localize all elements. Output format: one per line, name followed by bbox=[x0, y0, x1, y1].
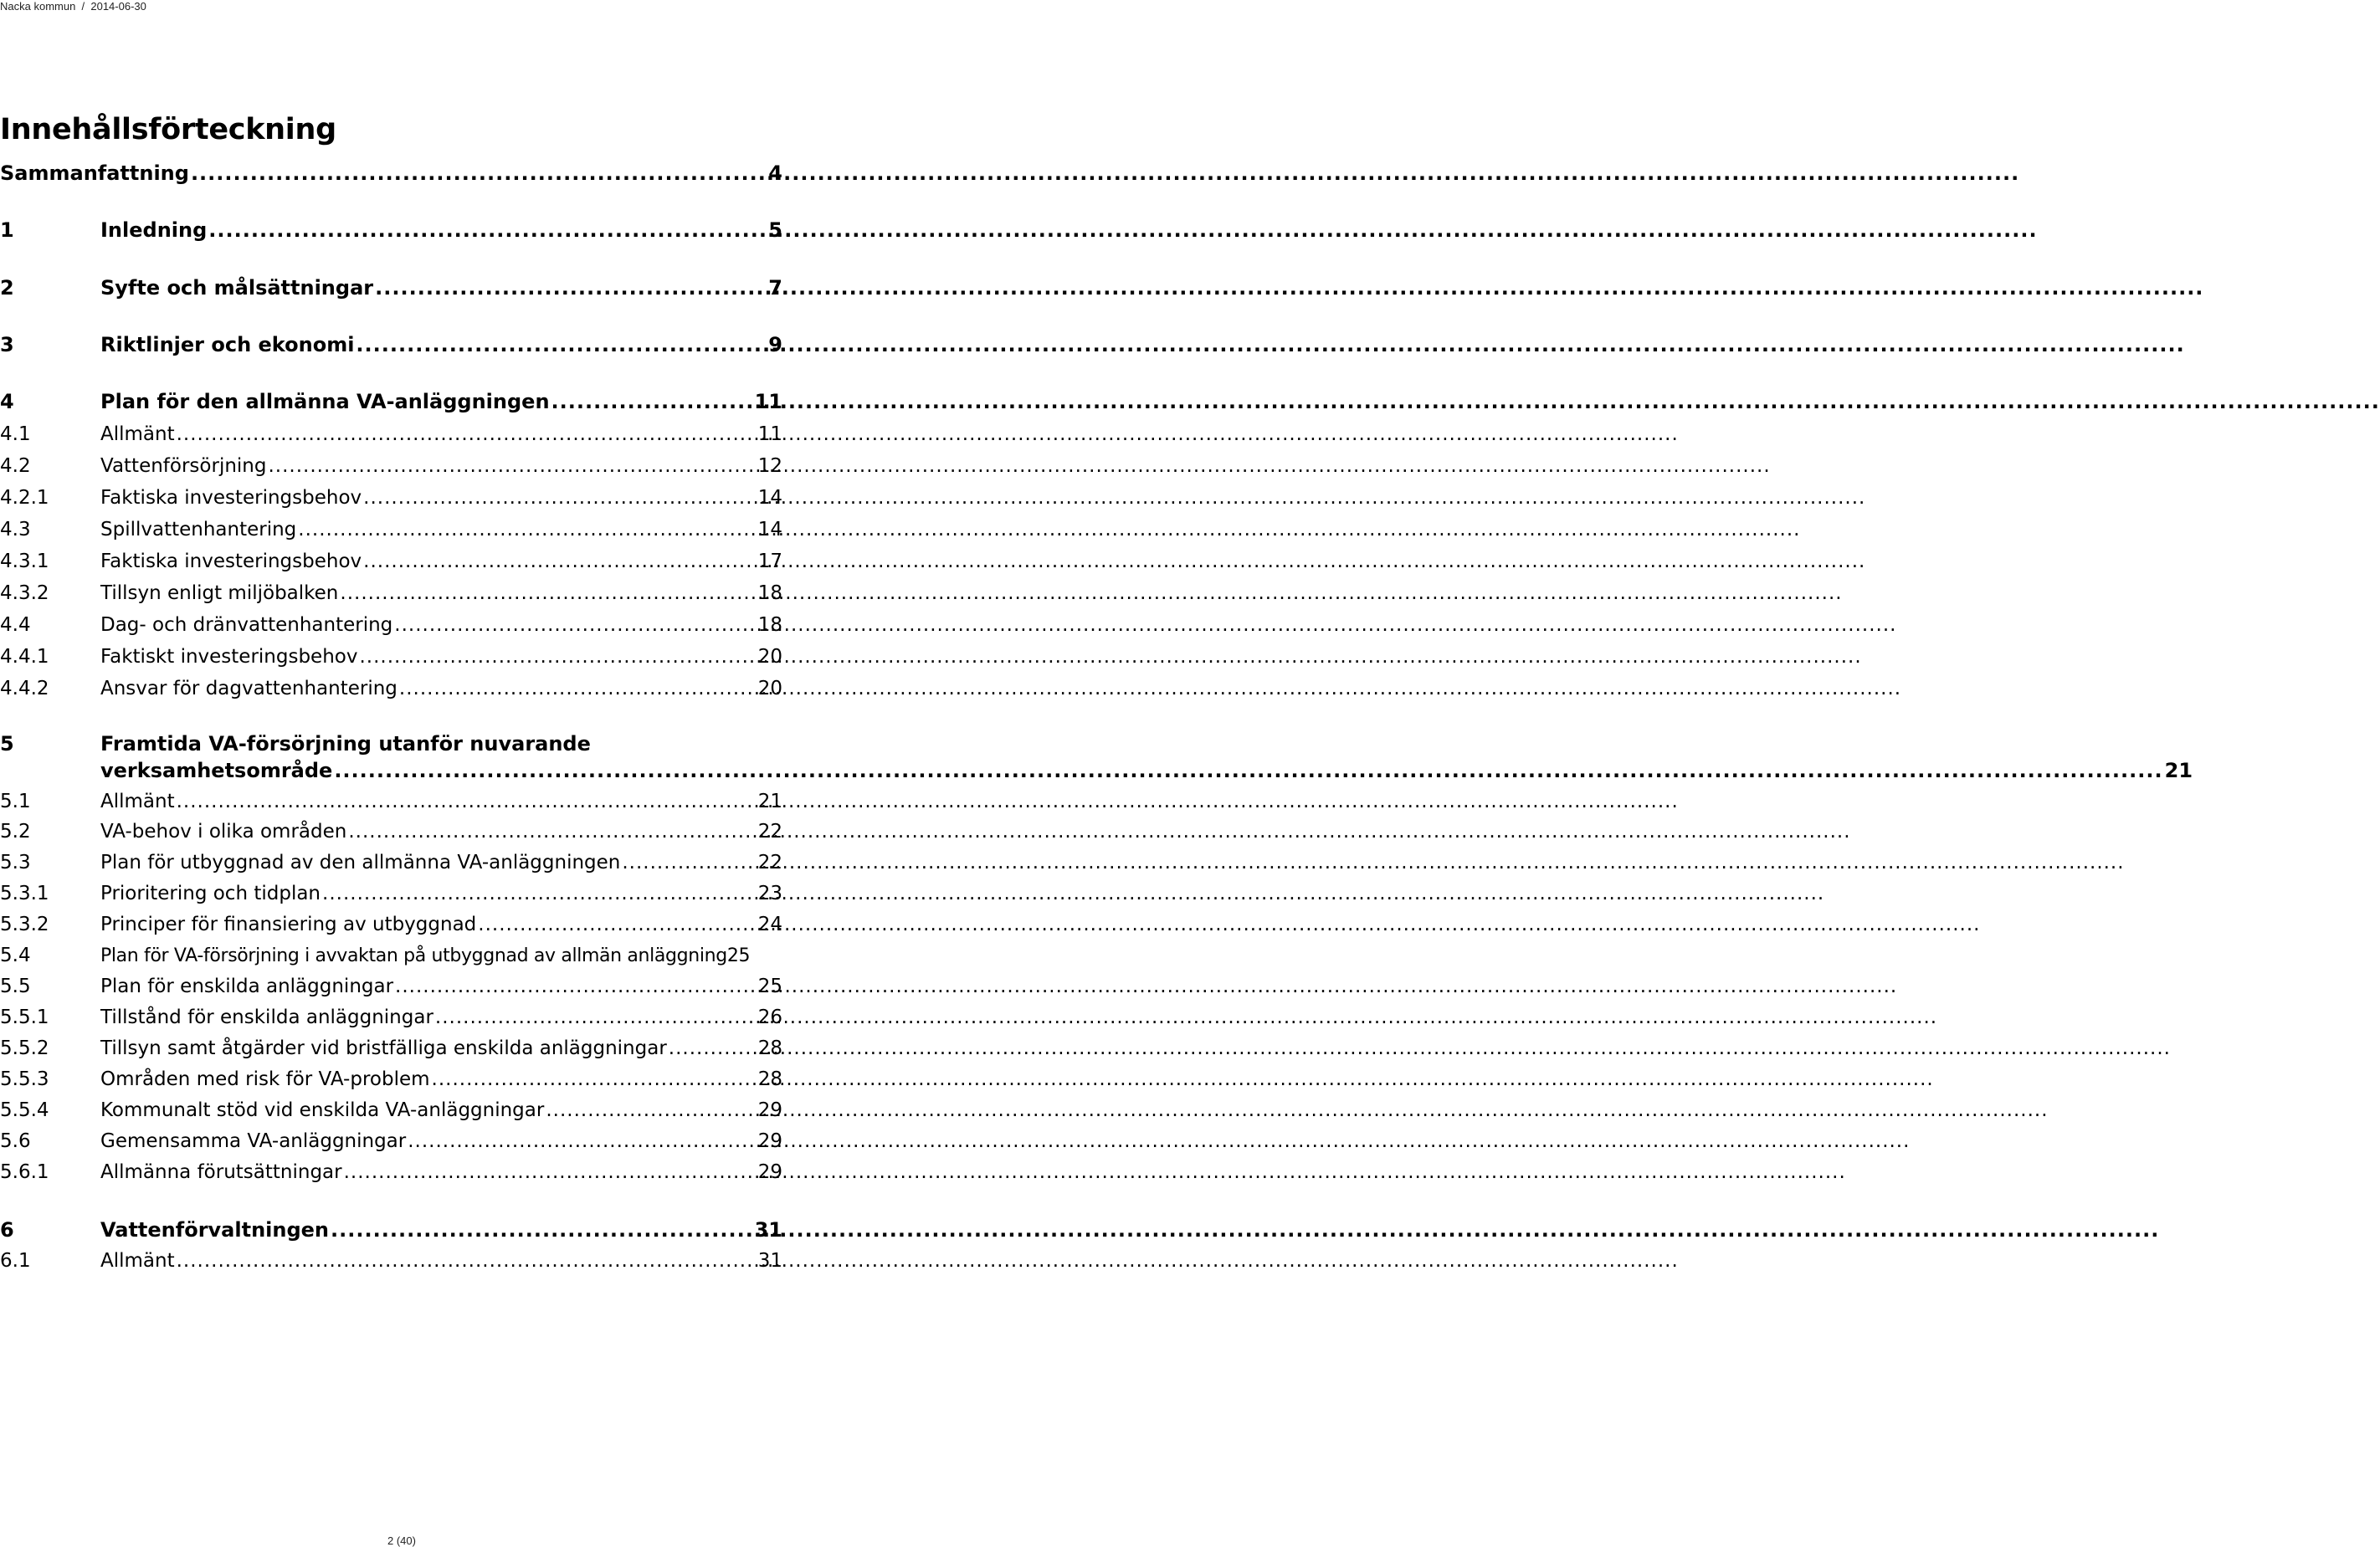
toc-entry-label: Syfte och målsättningar bbox=[100, 276, 374, 300]
toc-entry-4-2-1[interactable] bbox=[0, 487, 782, 520]
toc-entry-number: 4 bbox=[0, 390, 14, 413]
toc-entry-5-1[interactable] bbox=[0, 791, 782, 824]
toc-entry-page: 31 bbox=[757, 1250, 782, 1272]
toc-entry-page: 20 bbox=[757, 678, 782, 699]
toc-entry-5-3-2[interactable] bbox=[0, 914, 782, 947]
toc-entry-page: 22 bbox=[757, 821, 782, 843]
toc-entry-label: Dag- och dränvattenhantering bbox=[100, 614, 393, 636]
toc-entry-number: 5.5.2 bbox=[0, 1037, 49, 1059]
toc-entry-page: 22 bbox=[757, 852, 782, 873]
page-title: Innehållsförteckning bbox=[0, 113, 336, 146]
toc-entry-number: 4.2.1 bbox=[0, 487, 49, 509]
toc-entry-4[interactable] bbox=[0, 390, 782, 423]
toc-entry-label: Gemensamma VA-anläggningar bbox=[100, 1130, 407, 1152]
toc-entry-label: Plan för utbyggnad av den allmänna VA-anläggningen bbox=[100, 852, 621, 873]
toc-leader-dots bbox=[356, 333, 767, 356]
toc-entry-number: 4.4 bbox=[0, 614, 31, 636]
toc-entry-number: 4.4.2 bbox=[0, 678, 49, 699]
toc-entry-page: 11 bbox=[757, 423, 782, 445]
toc-leader-dots bbox=[344, 1161, 757, 1183]
toc-entry-label-line1: Framtida VA-försörjning utanför nuvarande bbox=[100, 732, 591, 756]
toc-entry-sammanfattning[interactable] bbox=[0, 161, 782, 195]
toc-entry-number: 5.5.3 bbox=[0, 1068, 49, 1090]
toc-leader-dots bbox=[334, 759, 2162, 782]
toc-entry-number: 4.3.2 bbox=[0, 582, 49, 604]
toc-entry-number: 6 bbox=[0, 1218, 14, 1242]
toc-entry-5-5-4[interactable] bbox=[0, 1099, 782, 1133]
toc-entry-number: 5.6 bbox=[0, 1130, 31, 1152]
toc-entry-page: 24 bbox=[757, 914, 782, 935]
toc-entry-5-3[interactable] bbox=[0, 852, 782, 885]
toc-leader-dots bbox=[375, 276, 767, 300]
toc-entry-label: Allmänt bbox=[100, 791, 175, 812]
toc-entry-page: 12 bbox=[757, 455, 782, 477]
toc-entry-number: 4.3.1 bbox=[0, 551, 49, 572]
toc-entry-label: VA-behov i olika områden bbox=[100, 821, 347, 843]
toc-entry-page: 18 bbox=[757, 614, 782, 636]
toc-entry-number: 4.2 bbox=[0, 455, 31, 477]
toc-entry-2[interactable] bbox=[0, 276, 782, 310]
toc-entry-number: 5.5 bbox=[0, 976, 31, 997]
toc-leader-dots bbox=[432, 1068, 757, 1090]
toc-entry-label: Principer för finansiering av utbyggnad bbox=[100, 914, 477, 935]
toc-entry-number: 4.4.1 bbox=[0, 646, 49, 668]
toc-entry-page: 29 bbox=[757, 1161, 782, 1183]
toc-entry-label: Sammanfattning bbox=[0, 161, 189, 185]
toc-leader-dots bbox=[298, 519, 756, 540]
toc-entry-5-6-1[interactable] bbox=[0, 1161, 782, 1195]
toc-entry-number: 3 bbox=[0, 333, 14, 356]
toc-entry-5-5-1[interactable] bbox=[0, 1007, 782, 1040]
toc-entry-5-3-1[interactable] bbox=[0, 883, 782, 916]
toc-entry-4-4-1[interactable] bbox=[0, 646, 782, 679]
toc-entry-4-1[interactable] bbox=[0, 423, 782, 457]
toc-entry-label-line2: verksamhetsområde bbox=[100, 759, 333, 782]
toc-entry-number: 5.4 bbox=[0, 945, 31, 966]
toc-entry-number: 5 bbox=[0, 732, 14, 756]
toc-entry-number: 5.6.1 bbox=[0, 1161, 49, 1183]
toc-leader-dots bbox=[399, 678, 757, 699]
toc-entry-6-1[interactable] bbox=[0, 1250, 782, 1283]
toc-leader-dots bbox=[546, 1099, 756, 1121]
toc-entry-page: 28 bbox=[757, 1068, 782, 1090]
page-number-footer: 2 (40) bbox=[387, 1534, 416, 1547]
toc-entry-number: 5.1 bbox=[0, 791, 31, 812]
toc-leader-dots bbox=[478, 914, 756, 935]
toc-entry-page: 17 bbox=[757, 551, 782, 572]
toc-entry-page: 14 bbox=[757, 487, 782, 509]
toc-entry-number: 5.3.2 bbox=[0, 914, 49, 935]
toc-entry-page: 11 bbox=[754, 390, 782, 413]
toc-entry-page: 29 bbox=[757, 1130, 782, 1152]
toc-entry-label: Ansvar för dagvattenhantering bbox=[100, 678, 398, 699]
toc-entry-label: Allmänt bbox=[100, 423, 175, 445]
toc-entry-number: 5.3.1 bbox=[0, 883, 49, 904]
toc-entry-6[interactable] bbox=[0, 1218, 782, 1252]
toc-entry-label: Vattenförvaltningen bbox=[100, 1218, 330, 1242]
toc-entry-number: 1 bbox=[0, 218, 14, 242]
toc-entry-3[interactable] bbox=[0, 333, 782, 366]
toc-entry-label: Kommunalt stöd vid enskilda VA-anläggningar bbox=[100, 1099, 545, 1121]
toc-entry-label: Faktiska investeringsbehov bbox=[100, 487, 362, 509]
toc-entry-4-3-2[interactable] bbox=[0, 582, 782, 616]
toc-leader-dots bbox=[268, 455, 756, 477]
toc-leader-dots bbox=[669, 1037, 757, 1059]
toc-entry-page: 7 bbox=[768, 276, 782, 300]
toc-entry-page: 18 bbox=[757, 582, 782, 604]
toc-entry-number: 5.5.1 bbox=[0, 1007, 49, 1028]
toc-entry-5-5-3[interactable] bbox=[0, 1068, 782, 1102]
toc-entry-label: Plan för enskilda anläggningar bbox=[100, 976, 394, 997]
toc-leader-dots bbox=[363, 551, 757, 572]
toc-leader-dots bbox=[177, 1250, 757, 1272]
toc-entry-4-3-1[interactable] bbox=[0, 551, 782, 584]
toc-entry-page: 23 bbox=[757, 883, 782, 904]
toc-entry-page: 29 bbox=[757, 1099, 782, 1121]
toc-entry-5-2[interactable] bbox=[0, 821, 782, 854]
toc-entry-number: 4.1 bbox=[0, 423, 31, 445]
toc-entry-page: 21 bbox=[757, 791, 782, 812]
toc-entry-page: 25 bbox=[757, 976, 782, 997]
toc-leader-dots bbox=[340, 582, 756, 604]
toc-leader-dots bbox=[191, 161, 767, 185]
toc-entry-label: Tillsyn samt åtgärder vid bristfälliga enskilda anläggningar bbox=[100, 1037, 667, 1059]
toc-entry-label: Plan för VA-försörjning i avvaktan på utbyggnad av allmän anläggning bbox=[100, 945, 727, 966]
toc-leader-dots bbox=[348, 821, 756, 843]
toc-leader-dots bbox=[622, 852, 756, 873]
toc-entry-label: Faktiska investeringsbehov bbox=[100, 551, 362, 572]
toc-entry-page: 26 bbox=[757, 1007, 782, 1028]
toc-entry-page: 5 bbox=[768, 218, 782, 242]
toc-entry-number: 5.2 bbox=[0, 821, 31, 843]
toc-leader-dots bbox=[177, 423, 757, 445]
toc-entry-1[interactable] bbox=[0, 218, 782, 252]
toc-entry-label: Riktlinjer och ekonomi bbox=[100, 333, 355, 356]
toc-entry-page: 4 bbox=[768, 161, 782, 185]
toc-entry-page: 21 bbox=[2164, 759, 2193, 782]
toc-entry-5[interactable] bbox=[0, 732, 2193, 799]
toc-leader-dots bbox=[208, 218, 767, 242]
toc-leader-dots bbox=[435, 1007, 757, 1028]
toc-leader-dots bbox=[177, 791, 757, 812]
toc-entry-label: Områden med risk för VA-problem bbox=[100, 1068, 430, 1090]
toc-entry-label: Allmänt bbox=[100, 1250, 175, 1272]
toc-entry-4-4-2[interactable] bbox=[0, 678, 782, 711]
toc-entry-label: Prioritering och tidplan bbox=[100, 883, 321, 904]
toc-leader-dots bbox=[363, 487, 757, 509]
toc-leader-dots bbox=[395, 976, 757, 997]
document-header: Nacka kommun / 2014-06-30 bbox=[0, 0, 146, 13]
toc-entry-5-5[interactable] bbox=[0, 976, 782, 1009]
toc-leader-dots bbox=[322, 883, 757, 904]
toc-entry-5-5-2[interactable] bbox=[0, 1037, 782, 1071]
toc-entry-page: 9 bbox=[768, 333, 782, 356]
toc-entry-number: 6.1 bbox=[0, 1250, 31, 1272]
toc-entry-4-2[interactable] bbox=[0, 455, 782, 489]
toc-entry-page: 25 bbox=[726, 945, 751, 966]
toc-leader-dots bbox=[551, 390, 753, 413]
toc-entry-label: Tillsyn enligt miljöbalken bbox=[100, 582, 339, 604]
toc-entry-page: 20 bbox=[757, 646, 782, 668]
toc-entry-page: 31 bbox=[754, 1218, 782, 1242]
toc-entry-label: Inledning bbox=[100, 218, 208, 242]
toc-entry-page: 28 bbox=[757, 1037, 782, 1059]
toc-entry-number: 2 bbox=[0, 276, 14, 300]
toc-entry-label: Vattenförsörjning bbox=[100, 455, 267, 477]
toc-leader-dots bbox=[408, 1130, 756, 1152]
toc-leader-dots bbox=[359, 646, 756, 668]
toc-entry-label: Spillvattenhantering bbox=[100, 519, 297, 540]
toc-leader-dots bbox=[394, 614, 756, 636]
toc-entry-number: 5.5.4 bbox=[0, 1099, 49, 1121]
toc-entry-number: 4.3 bbox=[0, 519, 31, 540]
toc-entry-label: Allmänna förutsättningar bbox=[100, 1161, 342, 1183]
toc-entry-4-4[interactable] bbox=[0, 614, 782, 648]
toc-entry-page: 14 bbox=[757, 519, 782, 540]
toc-entry-label: Faktiskt investeringsbehov bbox=[100, 646, 358, 668]
toc-entry-label: Tillstånd för enskilda anläggningar bbox=[100, 1007, 433, 1028]
toc-entry-label: Plan för den allmänna VA-anläggningen bbox=[100, 390, 550, 413]
toc-leader-dots bbox=[331, 1218, 753, 1242]
toc-entry-5-4[interactable] bbox=[0, 945, 803, 978]
toc-entry-5-6[interactable] bbox=[0, 1130, 782, 1164]
toc-entry-number: 5.3 bbox=[0, 852, 31, 873]
toc-entry-4-3[interactable] bbox=[0, 519, 782, 552]
